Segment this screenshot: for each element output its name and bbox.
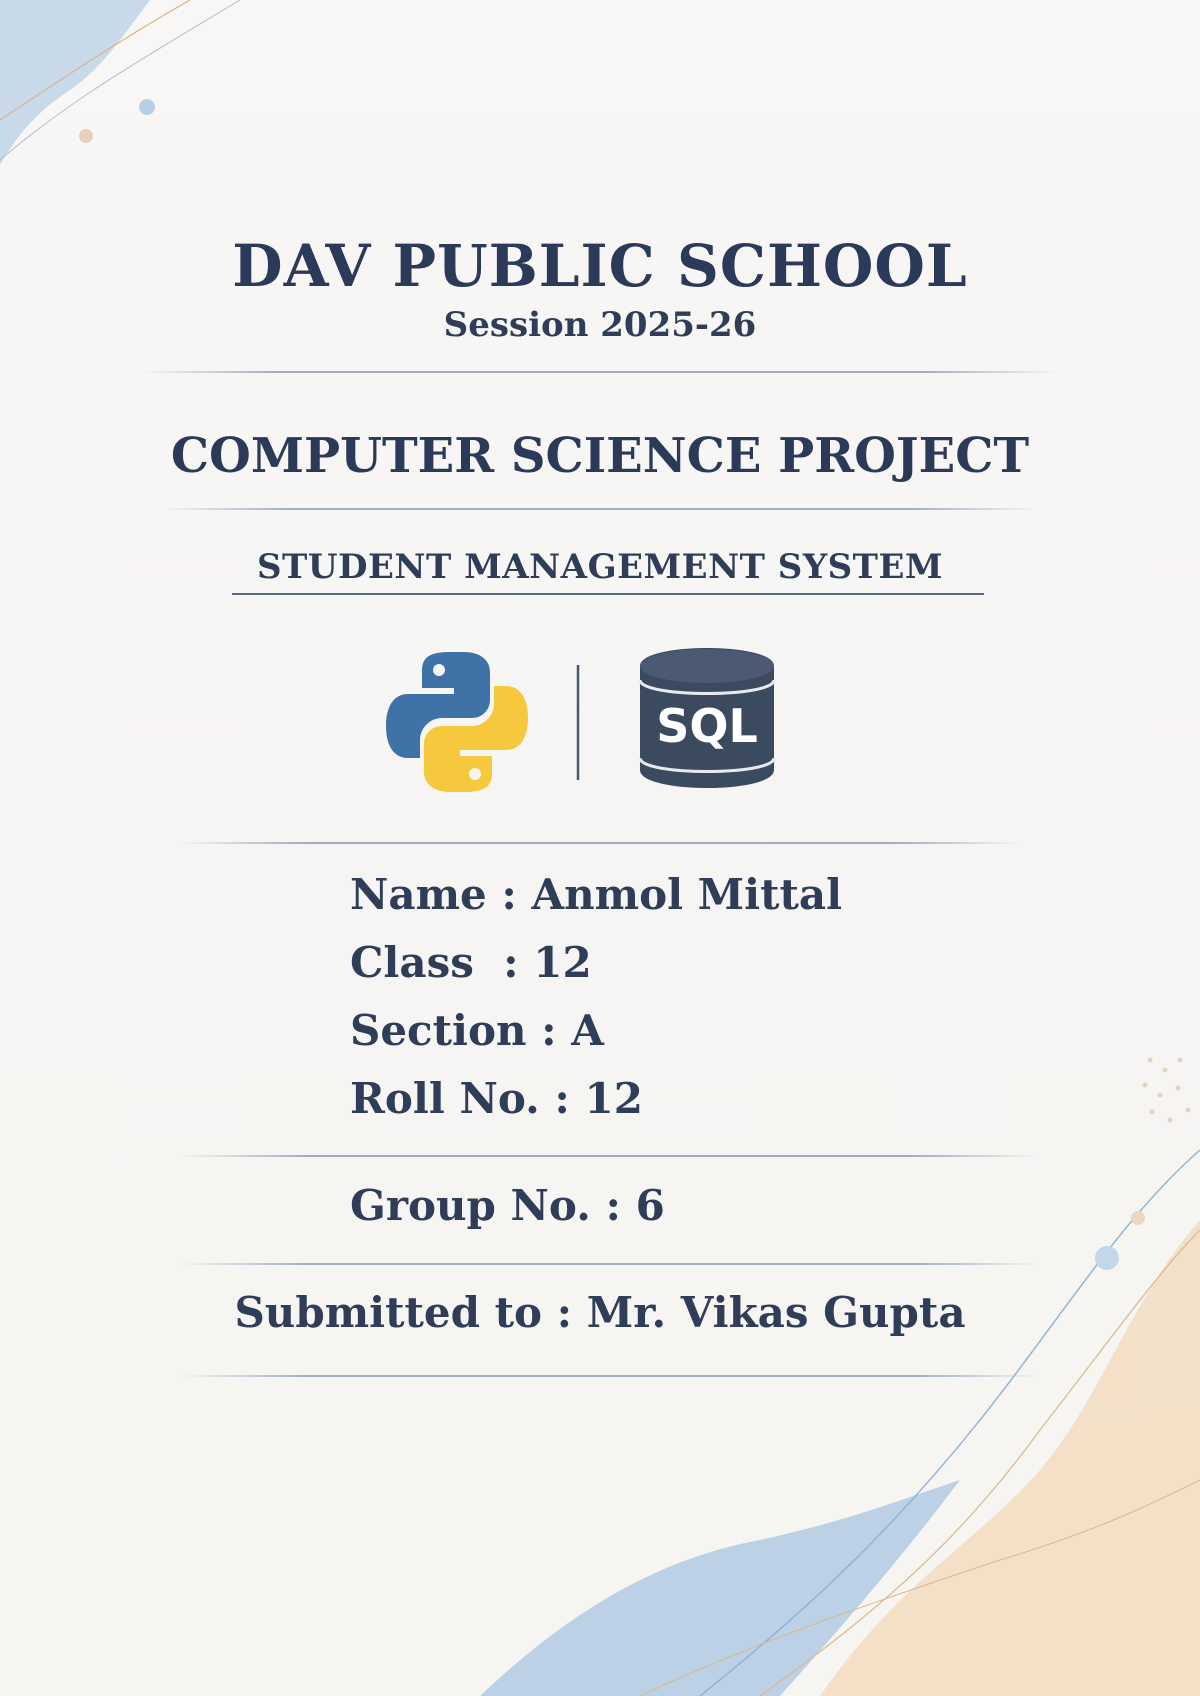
- python-logo-icon: [386, 652, 528, 792]
- session-label: Session 2025-26: [443, 305, 757, 345]
- divider: [180, 842, 1020, 844]
- school-name: DAV PUBLIC SCHOOL: [232, 232, 968, 300]
- divider: [140, 371, 1060, 373]
- group-number: Group No. : 6: [350, 1181, 665, 1230]
- subtitle-underline: [232, 593, 984, 595]
- student-roll-number: Roll No. : 12: [350, 1074, 643, 1123]
- student-section: Section : A: [350, 1006, 604, 1055]
- technology-logos: [380, 640, 800, 800]
- top-left-blue-wash: [0, 0, 150, 165]
- project-title: COMPUTER SCIENCE PROJECT: [170, 428, 1030, 484]
- project-subtitle: STUDENT MANAGEMENT SYSTEM: [256, 547, 944, 587]
- divider: [160, 508, 1040, 510]
- divider: [180, 1263, 1040, 1265]
- student-class: Class : 12: [350, 938, 592, 987]
- student-name: Name : Anmol Mittal: [350, 870, 843, 919]
- divider: [180, 1155, 1040, 1157]
- submitted-to: Submitted to : Mr. Vikas Gupta: [234, 1288, 966, 1337]
- top-dot: [139, 99, 155, 115]
- sql-label: SQL: [656, 699, 758, 753]
- divider: [180, 1375, 1040, 1377]
- right-dot: [1095, 1246, 1119, 1270]
